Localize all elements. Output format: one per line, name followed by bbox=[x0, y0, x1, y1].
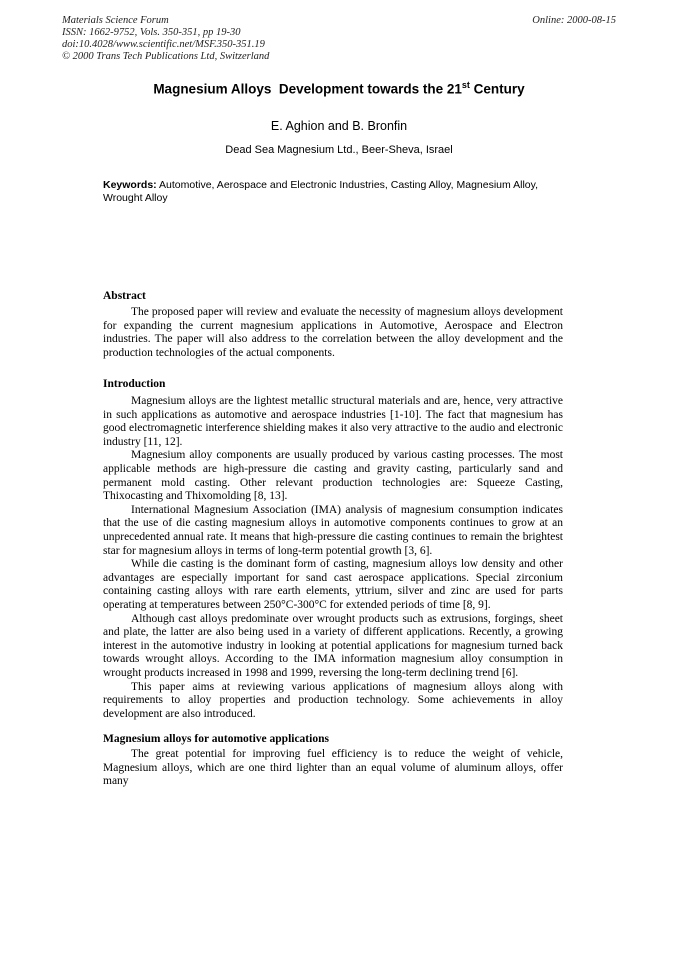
paper-title-tail: Century bbox=[469, 81, 525, 97]
introduction-paragraph: Magnesium alloys are the lightest metallic structural materials and are, hence, very attractive in such applications as automotive and aerospace industries [1-10]. The fact that magnesium has good electromagnetic interference shielding makes it also very attractive to the audio and electronic industry [11, 12]. bbox=[103, 395, 563, 448]
paper-title-superscript: st bbox=[461, 80, 470, 90]
journal-issn-line: ISSN: 1662-9752, Vols. 350-351, pp 19-30 bbox=[62, 27, 241, 38]
introduction-paragraph: This paper aims at reviewing various applications of magnesium alloys along with requirements to alloy properties and production technology. Some achievements in alloy development are also introduced. bbox=[103, 680, 563, 720]
introduction-paragraph: International Magnesium Association (IMA) analysis of magnesium consumption indicates that the use of die casting magnesium alloys in automotive components continues to grow at an unprecedented annual rate. It means that high-pressure die casting continues to remain the brightest star for magnesium alloys in terms of long-term potential growth [3, 6]. bbox=[103, 503, 563, 557]
journal-info-block bbox=[62, 15, 269, 63]
journal-header bbox=[62, 15, 616, 63]
introduction-paragraph: Although cast alloys predominate over wrought products such as extrusions, forgings, sheet and plate, the latter are also being used in a variety of different applications. Recently, a growing interest in the automotive industry in looking at potential applications for magnesium turned back towards wrought alloys. According to the IMA information magnesium alloy consumption in wrought products increased in 1998 and 1999, reversing the long-term declining trend [6]. bbox=[103, 612, 563, 679]
paper-title-text: Magnesium Alloys Development towards the 21 bbox=[153, 81, 462, 97]
keywords-text: Automotive, Aerospace and Electronic Industries, Casting Alloy, Magnesium Alloy, Wrought Alloy bbox=[103, 178, 539, 204]
introduction-paragraph: Magnesium alloy components are usually produced by various casting processes. The most applicable methods are high-pressure die casting and gravity casting, particularly sand and permanent mold casting. Other relevant production technologies are: Squeeze Casting, Thixocasting and Thixomolding [8, 13]. bbox=[103, 449, 563, 503]
introduction-heading: Introduction bbox=[103, 378, 166, 391]
abstract-heading: Abstract bbox=[103, 289, 146, 302]
keywords-block bbox=[103, 179, 563, 205]
journal-doi-line: doi:10.4028/www.scientific.net/MSF.350-351.19 bbox=[62, 39, 265, 50]
abstract-paragraph: The proposed paper will review and evaluate the necessity of magnesium alloys development for expanding the current magnesium applications in Automotive, Aerospace and Electron industries. The paper will also address to the correlation between the alloy development and the production technologies of the actual components. bbox=[103, 306, 563, 359]
online-date: Online: 2000-08-15 bbox=[532, 15, 616, 26]
authors-line: E. Aghion and B. Bronfin bbox=[270, 118, 408, 133]
paper-title bbox=[62, 77, 616, 98]
affiliation-line: Dead Sea Magnesium Ltd., Beer-Sheva, Israel bbox=[225, 143, 453, 156]
automotive-section-paragraph: The great potential for improving fuel efficiency is to reduce the weight of vehicle, Magnesium alloys, which are one third lighter than an equal volume of aluminum alloys, offer many bbox=[103, 747, 563, 788]
paper-body bbox=[103, 290, 563, 789]
journal-copyright-line: © 2000 Trans Tech Publications Ltd, Switzerland bbox=[62, 51, 270, 62]
journal-title: Materials Science Forum bbox=[62, 15, 169, 26]
automotive-section-heading: Magnesium alloys for automotive applications bbox=[103, 733, 329, 746]
keywords-label: Keywords: bbox=[103, 178, 157, 191]
introduction-paragraph: While die casting is the dominant form of casting, magnesium alloys low density and other advantages are especially important for sand cast aerospace applications. Special zirconium containing casting alloys with rare earth elements, yttrium, silver and zinc are used for parts operating at temperatures between 250°C-300°C for extended periods of time [8, 9]. bbox=[103, 558, 563, 611]
